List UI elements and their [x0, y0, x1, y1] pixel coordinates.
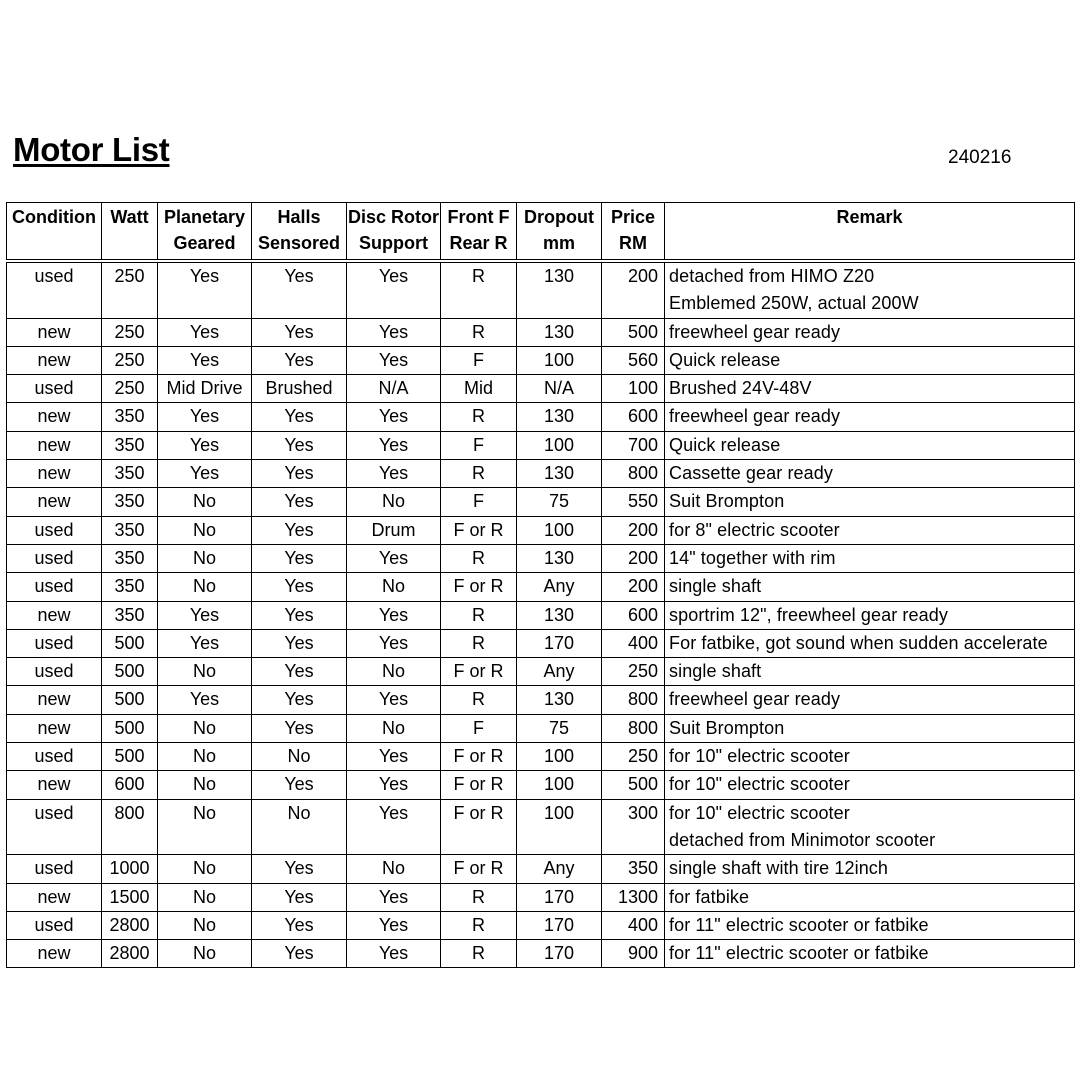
cell-dropout: 100 [517, 771, 602, 799]
cell-dropout: 130 [517, 318, 602, 346]
remark-line: for 10" electric scooter [669, 802, 850, 823]
cell-front-rear: R [441, 460, 517, 488]
cell-price: 400 [602, 629, 665, 657]
table-row [7, 911, 1075, 939]
table-row [7, 488, 1075, 516]
cell-planetary-geared: Yes [158, 460, 252, 488]
cell-watt: 350 [102, 403, 158, 431]
table-row [7, 516, 1075, 544]
cell-price: 200 [602, 261, 665, 318]
cell-watt: 2800 [102, 911, 158, 939]
cell-halls-sensored: Yes [252, 714, 347, 742]
cell-disc-rotor: Yes [347, 346, 441, 374]
cell-front-rear: R [441, 601, 517, 629]
cell-planetary-geared: Yes [158, 431, 252, 459]
cell-watt: 350 [102, 573, 158, 601]
cell-front-rear: R [441, 883, 517, 911]
cell-price: 500 [602, 771, 665, 799]
header-dropout-mm: Dropout mm [517, 203, 602, 262]
cell-price: 600 [602, 403, 665, 431]
remark-line: Cassette gear ready [669, 463, 833, 484]
cell-price: 200 [602, 516, 665, 544]
cell-front-rear: F or R [441, 799, 517, 855]
table-row [7, 601, 1075, 629]
cell-dropout: 130 [517, 544, 602, 572]
cell-condition: new [7, 403, 102, 431]
cell-front-rear: F [441, 431, 517, 459]
remark-line: freewheel gear ready [669, 321, 841, 342]
cell-planetary-geared: Mid Drive [158, 375, 252, 403]
cell-watt: 350 [102, 516, 158, 544]
cell-disc-rotor: No [347, 488, 441, 516]
cell-planetary-geared: Yes [158, 346, 252, 374]
cell-remark [665, 261, 1075, 318]
cell-condition: used [7, 799, 102, 855]
table-row [7, 771, 1075, 799]
cell-remark [665, 883, 1075, 911]
cell-condition: new [7, 488, 102, 516]
cell-planetary-geared: No [158, 544, 252, 572]
table-row [7, 318, 1075, 346]
cell-front-rear: R [441, 261, 517, 318]
cell-front-rear: F [441, 346, 517, 374]
cell-remark [665, 488, 1075, 516]
cell-planetary-geared: Yes [158, 318, 252, 346]
remark-line: For fatbike, got sound when sudden accelerate [669, 632, 1048, 653]
cell-halls-sensored: Yes [252, 658, 347, 686]
cell-disc-rotor: Yes [347, 629, 441, 657]
cell-watt: 250 [102, 261, 158, 318]
cell-watt: 350 [102, 488, 158, 516]
cell-dropout: 170 [517, 911, 602, 939]
remark-line: Quick release [669, 434, 781, 455]
cell-halls-sensored: Brushed [252, 375, 347, 403]
cell-disc-rotor: Yes [347, 601, 441, 629]
remark-line: detached from HIMO Z20 [669, 266, 875, 286]
cell-disc-rotor: N/A [347, 375, 441, 403]
cell-watt: 250 [102, 375, 158, 403]
header-remark: Remark [665, 203, 1075, 262]
cell-front-rear: F or R [441, 573, 517, 601]
cell-disc-rotor: Yes [347, 771, 441, 799]
remark-line: sportrim 12", freewheel gear ready [669, 604, 948, 625]
cell-planetary-geared: Yes [158, 629, 252, 657]
table-row [7, 855, 1075, 883]
cell-front-rear: R [441, 911, 517, 939]
cell-dropout: 170 [517, 940, 602, 968]
cell-dropout: 75 [517, 488, 602, 516]
cell-price: 800 [602, 460, 665, 488]
cell-planetary-geared: No [158, 855, 252, 883]
cell-remark [665, 318, 1075, 346]
cell-halls-sensored: Yes [252, 403, 347, 431]
table-row [7, 375, 1075, 403]
remark-line: Suit Brompton [669, 491, 785, 512]
table-row [7, 743, 1075, 771]
cell-disc-rotor: Drum [347, 516, 441, 544]
table-row [7, 544, 1075, 572]
cell-disc-rotor: Yes [347, 799, 441, 855]
cell-watt: 800 [102, 799, 158, 855]
cell-halls-sensored: Yes [252, 431, 347, 459]
cell-dropout: 130 [517, 403, 602, 431]
cell-watt: 500 [102, 686, 158, 714]
cell-remark [665, 601, 1075, 629]
cell-dropout: Any [517, 855, 602, 883]
cell-halls-sensored: Yes [252, 686, 347, 714]
cell-price: 800 [602, 714, 665, 742]
cell-halls-sensored: Yes [252, 940, 347, 968]
cell-price: 250 [602, 743, 665, 771]
table-row [7, 940, 1075, 968]
cell-front-rear: Mid [441, 375, 517, 403]
motor-table [6, 202, 1075, 968]
table-row [7, 403, 1075, 431]
cell-halls-sensored: Yes [252, 601, 347, 629]
cell-price: 100 [602, 375, 665, 403]
cell-condition: used [7, 261, 102, 318]
cell-price: 560 [602, 346, 665, 374]
cell-front-rear: R [441, 318, 517, 346]
cell-price: 500 [602, 318, 665, 346]
cell-remark [665, 940, 1075, 968]
cell-remark [665, 573, 1075, 601]
cell-condition: new [7, 346, 102, 374]
cell-remark [665, 516, 1075, 544]
header-row [7, 203, 1075, 262]
cell-remark [665, 743, 1075, 771]
remark-line: for 10" electric scooter [669, 746, 850, 767]
cell-condition: new [7, 771, 102, 799]
cell-condition: used [7, 516, 102, 544]
cell-disc-rotor: Yes [347, 743, 441, 771]
table-row [7, 714, 1075, 742]
remark-line: for 8" electric scooter [669, 519, 840, 540]
cell-halls-sensored: Yes [252, 544, 347, 572]
remark-line: freewheel gear ready [669, 406, 841, 427]
cell-planetary-geared: Yes [158, 403, 252, 431]
cell-planetary-geared: No [158, 573, 252, 601]
remark-line: Emblemed 250W, actual 200W [669, 293, 919, 314]
cell-price: 350 [602, 855, 665, 883]
cell-disc-rotor: Yes [347, 460, 441, 488]
header-halls-sensored: Halls Sensored [252, 203, 347, 262]
cell-front-rear: R [441, 403, 517, 431]
cell-halls-sensored: Yes [252, 488, 347, 516]
remark-line: Brushed 24V-48V [669, 378, 812, 399]
cell-disc-rotor: Yes [347, 883, 441, 911]
cell-condition: new [7, 714, 102, 742]
cell-price: 800 [602, 686, 665, 714]
cell-dropout: 170 [517, 629, 602, 657]
cell-condition: new [7, 460, 102, 488]
cell-planetary-geared: Yes [158, 686, 252, 714]
cell-front-rear: R [441, 686, 517, 714]
cell-watt: 350 [102, 460, 158, 488]
cell-remark [665, 771, 1075, 799]
cell-front-rear: F or R [441, 855, 517, 883]
cell-condition: used [7, 743, 102, 771]
cell-remark [665, 346, 1075, 374]
table-row [7, 431, 1075, 459]
cell-price: 600 [602, 601, 665, 629]
cell-price: 200 [602, 573, 665, 601]
cell-dropout: 130 [517, 460, 602, 488]
cell-dropout: 75 [517, 714, 602, 742]
cell-watt: 500 [102, 743, 158, 771]
cell-dropout: 170 [517, 883, 602, 911]
cell-disc-rotor: No [347, 573, 441, 601]
cell-watt: 250 [102, 346, 158, 374]
remark-line: for 11" electric scooter or fatbike [669, 943, 929, 964]
cell-front-rear: R [441, 940, 517, 968]
remark-line: Quick release [669, 349, 781, 370]
cell-remark [665, 911, 1075, 939]
cell-watt: 2800 [102, 940, 158, 968]
remark-line: for fatbike [669, 886, 750, 907]
cell-planetary-geared: No [158, 743, 252, 771]
cell-price: 900 [602, 940, 665, 968]
cell-watt: 1500 [102, 883, 158, 911]
cell-watt: 350 [102, 601, 158, 629]
table-row [7, 573, 1075, 601]
cell-remark [665, 799, 1075, 855]
cell-dropout: 130 [517, 601, 602, 629]
remark-line: detached from Minimotor scooter [669, 829, 936, 850]
cell-planetary-geared: No [158, 488, 252, 516]
cell-front-rear: F or R [441, 658, 517, 686]
remark-line: single shaft [669, 576, 762, 597]
cell-watt: 1000 [102, 855, 158, 883]
cell-front-rear: F or R [441, 516, 517, 544]
table-row [7, 261, 1075, 318]
cell-halls-sensored: Yes [252, 318, 347, 346]
cell-condition: new [7, 318, 102, 346]
cell-remark [665, 855, 1075, 883]
cell-planetary-geared: Yes [158, 601, 252, 629]
cell-halls-sensored: Yes [252, 771, 347, 799]
cell-planetary-geared: No [158, 771, 252, 799]
cell-disc-rotor: No [347, 658, 441, 686]
table-row [7, 346, 1075, 374]
cell-price: 1300 [602, 883, 665, 911]
cell-disc-rotor: Yes [347, 403, 441, 431]
cell-remark [665, 431, 1075, 459]
cell-halls-sensored: Yes [252, 261, 347, 318]
cell-halls-sensored: No [252, 799, 347, 855]
cell-disc-rotor: Yes [347, 431, 441, 459]
cell-halls-sensored: Yes [252, 855, 347, 883]
cell-dropout: 130 [517, 261, 602, 318]
cell-remark [665, 629, 1075, 657]
cell-condition: new [7, 940, 102, 968]
cell-price: 200 [602, 544, 665, 572]
cell-price: 300 [602, 799, 665, 855]
cell-halls-sensored: Yes [252, 911, 347, 939]
cell-dropout: 100 [517, 799, 602, 855]
cell-front-rear: F or R [441, 743, 517, 771]
cell-halls-sensored: Yes [252, 516, 347, 544]
cell-condition: used [7, 911, 102, 939]
remark-line: Suit Brompton [669, 717, 785, 738]
cell-front-rear: R [441, 544, 517, 572]
cell-condition: used [7, 629, 102, 657]
cell-condition: used [7, 544, 102, 572]
remark-line: for 11" electric scooter or fatbike [669, 914, 929, 935]
header-disc-rotor-support: Disc Rotor Support [347, 203, 441, 262]
table-row [7, 799, 1075, 855]
cell-halls-sensored: Yes [252, 629, 347, 657]
cell-remark [665, 544, 1075, 572]
cell-front-rear: R [441, 629, 517, 657]
cell-planetary-geared: No [158, 516, 252, 544]
cell-disc-rotor: Yes [347, 261, 441, 318]
header-condition: Condition [7, 203, 102, 262]
cell-halls-sensored: No [252, 743, 347, 771]
cell-disc-rotor: No [347, 855, 441, 883]
cell-remark [665, 460, 1075, 488]
cell-dropout: 130 [517, 686, 602, 714]
cell-front-rear: F or R [441, 771, 517, 799]
cell-disc-rotor: Yes [347, 686, 441, 714]
table-row [7, 460, 1075, 488]
header-front-rear: Front F Rear R [441, 203, 517, 262]
cell-condition: used [7, 573, 102, 601]
cell-halls-sensored: Yes [252, 346, 347, 374]
cell-condition: new [7, 601, 102, 629]
cell-halls-sensored: Yes [252, 573, 347, 601]
cell-planetary-geared: No [158, 911, 252, 939]
cell-dropout: Any [517, 658, 602, 686]
cell-condition: used [7, 658, 102, 686]
remark-line: single shaft [669, 661, 762, 682]
cell-remark [665, 686, 1075, 714]
cell-planetary-geared: No [158, 883, 252, 911]
cell-remark [665, 658, 1075, 686]
cell-planetary-geared: No [158, 714, 252, 742]
page-title: Motor List [13, 131, 170, 168]
cell-halls-sensored: Yes [252, 460, 347, 488]
cell-disc-rotor: Yes [347, 544, 441, 572]
table-header [7, 203, 1075, 262]
cell-halls-sensored: Yes [252, 883, 347, 911]
cell-dropout: 100 [517, 743, 602, 771]
table-body [7, 261, 1075, 968]
cell-price: 250 [602, 658, 665, 686]
header-watt: Watt [102, 203, 158, 262]
table-row [7, 658, 1075, 686]
cell-watt: 350 [102, 544, 158, 572]
cell-watt: 350 [102, 431, 158, 459]
cell-watt: 500 [102, 714, 158, 742]
cell-remark [665, 714, 1075, 742]
cell-dropout: 100 [517, 516, 602, 544]
cell-dropout: Any [517, 573, 602, 601]
remark-line: for 10" electric scooter [669, 774, 850, 795]
cell-disc-rotor: Yes [347, 318, 441, 346]
header-price-rm: Price RM [602, 203, 665, 262]
cell-front-rear: F [441, 488, 517, 516]
remark-line: single shaft with tire 12inch [669, 858, 889, 879]
cell-condition: used [7, 855, 102, 883]
cell-watt: 600 [102, 771, 158, 799]
cell-watt: 500 [102, 629, 158, 657]
cell-disc-rotor: No [347, 714, 441, 742]
cell-planetary-geared: No [158, 940, 252, 968]
cell-dropout: 100 [517, 346, 602, 374]
cell-disc-rotor: Yes [347, 911, 441, 939]
cell-dropout: N/A [517, 375, 602, 403]
cell-condition: new [7, 431, 102, 459]
table-row [7, 629, 1075, 657]
cell-planetary-geared: No [158, 658, 252, 686]
cell-watt: 250 [102, 318, 158, 346]
document-code: 240216 [948, 147, 1012, 168]
table-row [7, 686, 1075, 714]
cell-disc-rotor: Yes [347, 940, 441, 968]
cell-condition: new [7, 686, 102, 714]
cell-dropout: 100 [517, 431, 602, 459]
cell-condition: new [7, 883, 102, 911]
cell-condition: used [7, 375, 102, 403]
cell-remark [665, 375, 1075, 403]
cell-price: 550 [602, 488, 665, 516]
cell-price: 700 [602, 431, 665, 459]
cell-price: 400 [602, 911, 665, 939]
cell-watt: 500 [102, 658, 158, 686]
remark-line: freewheel gear ready [669, 689, 841, 710]
header-planetary-geared: Planetary Geared [158, 203, 252, 262]
remark-line: 14" together with rim [669, 547, 836, 568]
cell-front-rear: F [441, 714, 517, 742]
cell-remark [665, 403, 1075, 431]
table-row [7, 883, 1075, 911]
cell-planetary-geared: No [158, 799, 252, 855]
cell-planetary-geared: Yes [158, 261, 252, 318]
